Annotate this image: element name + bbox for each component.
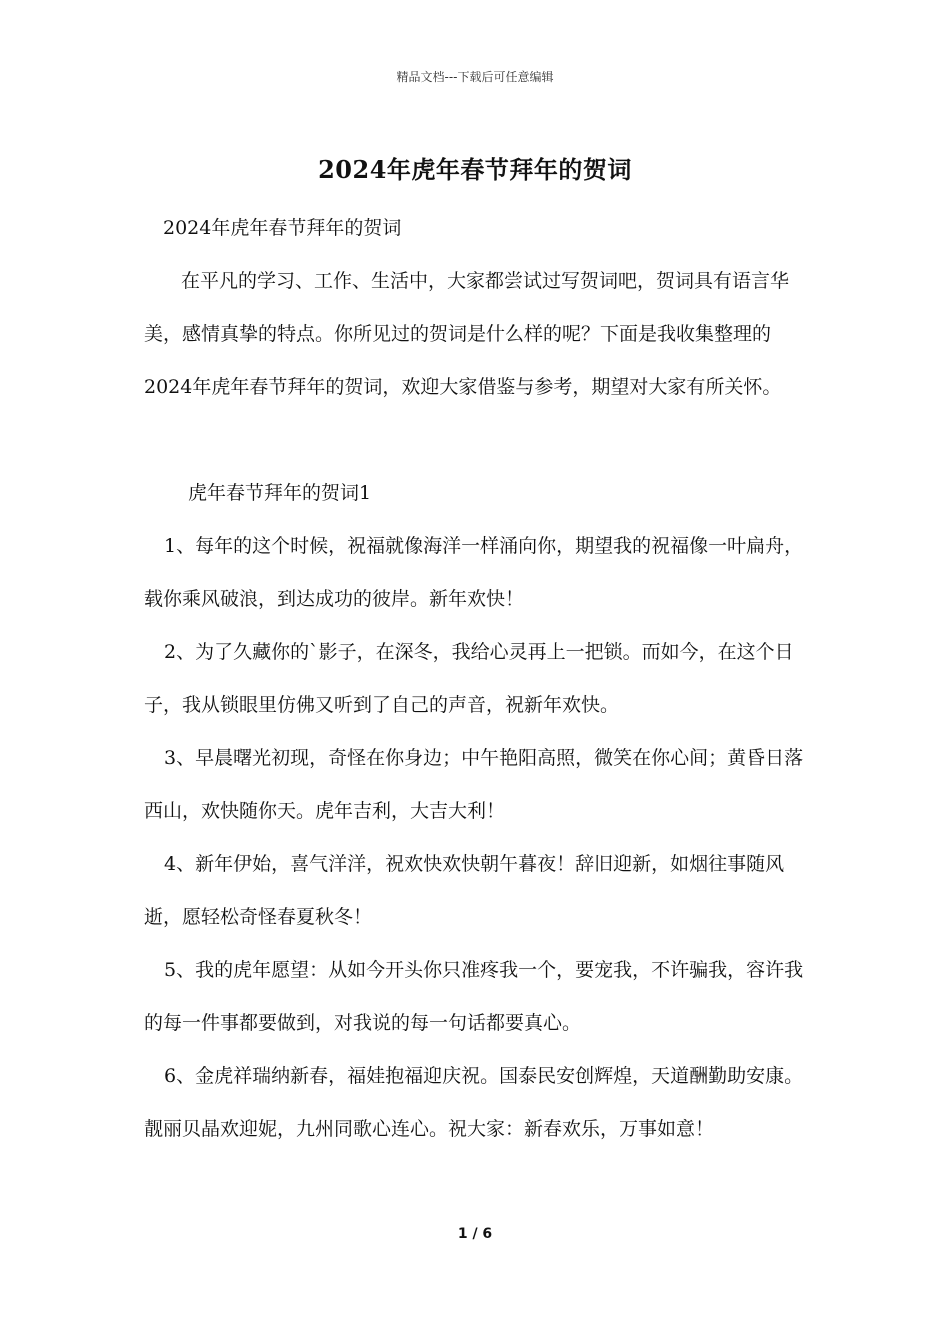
page-header: 精品文档---下载后可任意编辑	[396, 70, 554, 84]
page-number: 1 / 6	[457, 1226, 493, 1242]
intro-paragraph: 在平凡的学习、工作、生活中，大家都尝试过写贺词吧，贺词具有语言华美，感情真挚的特点。你所见过的贺词是什么样的呢？下面是我收集整理的2024年虎年春节拜年的贺词，欢迎大家借鉴与参考，期望对大家有所关怀。	[144, 270, 790, 398]
document-title: 2024年虎年春节拜年的贺词	[318, 155, 632, 184]
paragraph-spacer	[144, 414, 814, 467]
greeting-item-1: 1、每年的这个时候，祝福就像海洋一样涌向你，期望我的祝福像一叶扁舟，载你乘风破浪，到达成功的彼岸。新年欢快！	[144, 535, 804, 610]
greeting-item-2: 2、为了久藏你的`影子，在深冬，我给心灵再上一把锁。而如今，在这个日子，我从锁眼里仿佛又听到了自己的声音，祝新年欢快。	[144, 641, 794, 716]
greeting-item-5: 5、我的虎年愿望：从如今开头你只准疼我一个，要宠我，不许骗我，容许我的每一件事都要做到，对我说的每一句话都要真心。	[144, 959, 804, 1034]
document-body	[144, 202, 814, 1156]
greeting-item-4: 4、新年伊始，喜气洋洋，祝欢快欢快朝午暮夜！辞旧迎新，如烟往事随风逝，愿轻松奇怪春夏秋冬！	[144, 853, 785, 928]
greeting-item-3: 3、早晨曙光初现，奇怪在你身边；中午艳阳高照，微笑在你心间；黄昏日落西山，欢快随你天。虎年吉利，大吉大利！	[144, 747, 804, 822]
section-heading: 虎年春节拜年的贺词1	[188, 482, 372, 504]
document-subtitle: 2024年虎年春节拜年的贺词	[163, 217, 402, 239]
greeting-item-6: 6、金虎祥瑞纳新春，福娃抱福迎庆祝。国泰民安创辉煌，天道酬勤助安康。靓丽贝晶欢迎妮，九州同歌心连心。祝大家：新春欢乐，万事如意！	[144, 1065, 804, 1140]
